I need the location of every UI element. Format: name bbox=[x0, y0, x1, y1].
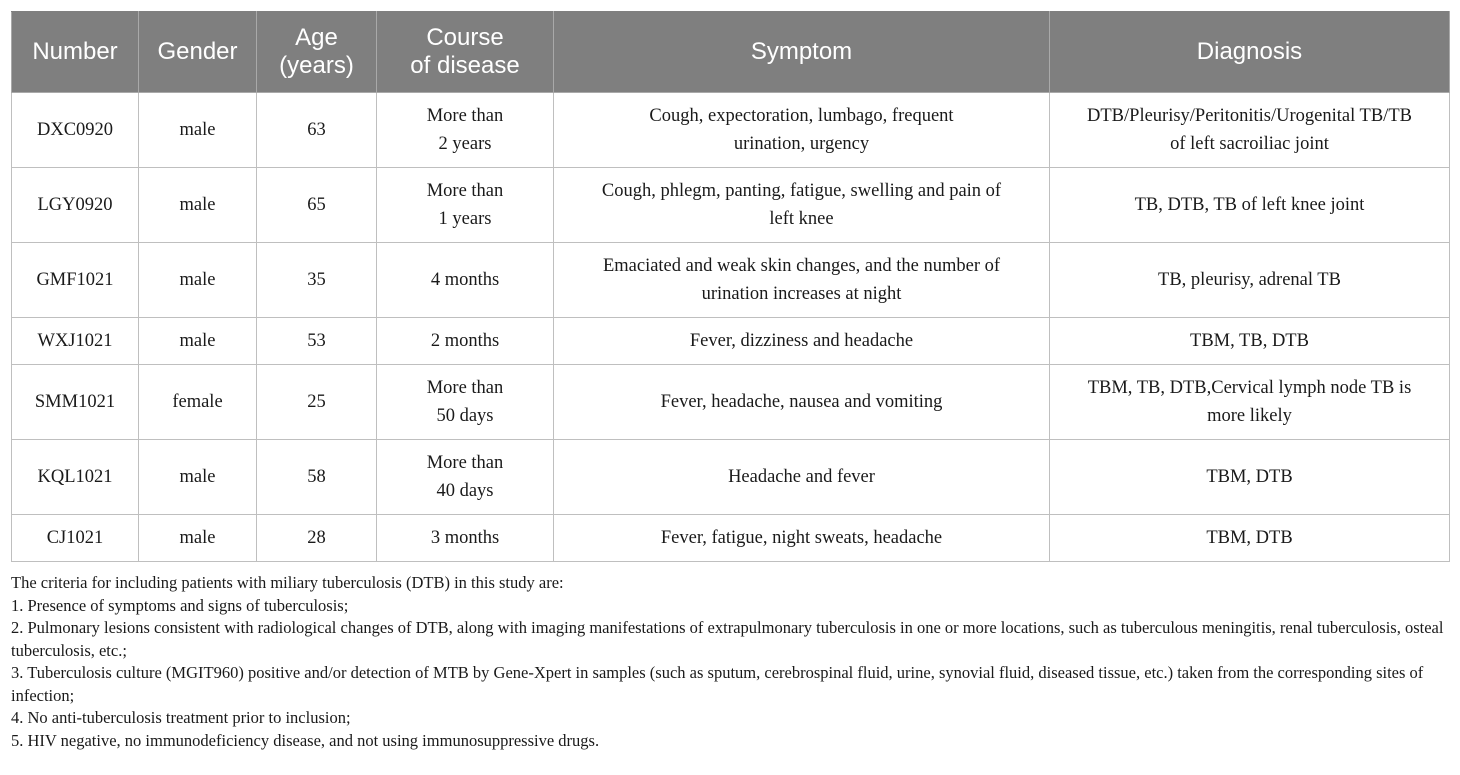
table-row bbox=[12, 93, 1450, 168]
patient-table bbox=[11, 11, 1450, 562]
diagnosis-cell-line: TBM, TB, DTB,Cervical lymph node TB is bbox=[1087, 378, 1412, 398]
table-header bbox=[12, 12, 1450, 93]
course-cell-line: 3 months bbox=[430, 528, 500, 548]
symptom-cell-line: Headache and fever bbox=[728, 467, 875, 487]
diagnosis-cell-line: DTB/Pleurisy/Peritonitis/Urogenital TB/TB bbox=[1087, 106, 1412, 126]
course-cell bbox=[377, 515, 554, 562]
symptom-cell bbox=[554, 243, 1050, 318]
header-age-line-1: Age bbox=[295, 24, 338, 51]
gender-cell: male bbox=[139, 243, 257, 318]
age-cell: 25 bbox=[257, 365, 377, 440]
diagnosis-cell-line: TBM, DTB bbox=[1206, 467, 1293, 487]
header-number bbox=[12, 12, 139, 93]
table-row bbox=[12, 243, 1450, 318]
symptom-cell-line: Fever, headache, nausea and vomiting bbox=[660, 392, 943, 412]
gender-cell: male bbox=[139, 168, 257, 243]
gender-cell: female bbox=[139, 365, 257, 440]
symptom-cell-line: Cough, expectoration, lumbago, frequent bbox=[649, 106, 954, 126]
header-course-line-1: Course bbox=[426, 24, 504, 51]
footnote-criterion: 5. HIV negative, no immunodeficiency disease, and not using immunosuppressive drugs. bbox=[11, 730, 600, 750]
table-row bbox=[12, 365, 1450, 440]
course-cell-line: More than bbox=[426, 378, 504, 398]
header-gender-line: Gender bbox=[157, 38, 238, 65]
age-cell: 63 bbox=[257, 93, 377, 168]
symptom-cell-line: Cough, phlegm, panting, fatigue, swelling and pain of bbox=[601, 181, 1002, 201]
diagnosis-cell-line: TBM, TB, DTB bbox=[1190, 331, 1309, 351]
course-cell-line: 1 years bbox=[438, 209, 492, 229]
course-cell-line: More than bbox=[426, 453, 504, 473]
header-number-line: Number bbox=[32, 38, 118, 65]
symptom-cell-line: urination, urgency bbox=[733, 134, 870, 154]
age-cell: 53 bbox=[257, 318, 377, 365]
header-course-line-2: of disease bbox=[410, 52, 520, 79]
header-symptom bbox=[554, 12, 1050, 93]
age-cell: 58 bbox=[257, 440, 377, 515]
course-cell-line: 2 months bbox=[430, 331, 500, 351]
number-cell: LGY0920 bbox=[12, 168, 139, 243]
table-row bbox=[12, 440, 1450, 515]
course-cell bbox=[377, 93, 554, 168]
diagnosis-cell bbox=[1050, 365, 1450, 440]
age-cell: 65 bbox=[257, 168, 377, 243]
diagnosis-cell bbox=[1050, 515, 1450, 562]
symptom-cell bbox=[554, 365, 1050, 440]
header-age bbox=[257, 12, 377, 93]
symptom-cell-line: Fever, fatigue, night sweats, headache bbox=[660, 528, 943, 548]
header-row bbox=[12, 12, 1450, 93]
diagnosis-cell bbox=[1050, 318, 1450, 365]
course-cell bbox=[377, 168, 554, 243]
number-cell: WXJ1021 bbox=[12, 318, 139, 365]
diagnosis-cell-line: more likely bbox=[1207, 406, 1292, 426]
number-cell: KQL1021 bbox=[12, 440, 139, 515]
header-age-line-2: (years) bbox=[279, 52, 354, 79]
course-cell bbox=[377, 440, 554, 515]
course-cell bbox=[377, 365, 554, 440]
diagnosis-cell bbox=[1050, 243, 1450, 318]
number-cell: SMM1021 bbox=[12, 365, 139, 440]
course-cell-line: More than bbox=[426, 106, 504, 126]
footnote-criterion: 2. Pulmonary lesions consistent with radiological changes of DTB, along with imaging manifestations of extrapulmonary tuberculosis in one or more locations, such as tuberculous meningitis, renal tuberculosis, osteal tuberculosis, etc.; bbox=[11, 618, 1444, 660]
footnote-criterion: 3. Tuberculosis culture (MGIT960) positive and/or detection of MTB by Gene-Xpert in samples (such as sputum, cerebrospinal fluid, urine, synovial fluid, diseased tissue, etc.) taken from the corresponding sites of infection; bbox=[11, 663, 1424, 705]
header-gender bbox=[139, 12, 257, 93]
table-footnotes bbox=[11, 572, 1451, 752]
course-cell-line: 50 days bbox=[436, 406, 494, 426]
gender-cell: male bbox=[139, 318, 257, 365]
diagnosis-cell bbox=[1050, 93, 1450, 168]
course-cell-line: 2 years bbox=[438, 134, 492, 154]
header-symptom-line: Symptom bbox=[750, 38, 853, 65]
header-course bbox=[377, 12, 554, 93]
diagnosis-cell-line: TBM, DTB bbox=[1206, 528, 1293, 548]
footnote-criterion: 1. Presence of symptoms and signs of tuberculosis; bbox=[11, 595, 349, 615]
footnote-criterion: 4. No anti-tuberculosis treatment prior to inclusion; bbox=[11, 708, 351, 727]
table-row bbox=[12, 318, 1450, 365]
symptom-cell-line: Emaciated and weak skin changes, and the number of bbox=[602, 256, 1001, 276]
header-diagnosis bbox=[1050, 12, 1450, 93]
symptom-cell bbox=[554, 93, 1050, 168]
table-body bbox=[12, 93, 1450, 562]
course-cell-line: More than bbox=[426, 181, 504, 201]
age-cell: 28 bbox=[257, 515, 377, 562]
symptom-cell bbox=[554, 168, 1050, 243]
course-cell-line: 40 days bbox=[436, 481, 494, 501]
number-cell: DXC0920 bbox=[12, 93, 139, 168]
course-cell-line: 4 months bbox=[430, 270, 500, 290]
symptom-cell bbox=[554, 318, 1050, 365]
course-cell bbox=[377, 243, 554, 318]
number-cell: CJ1021 bbox=[12, 515, 139, 562]
symptom-cell-line: Fever, dizziness and headache bbox=[689, 331, 914, 351]
symptom-cell-line: left knee bbox=[769, 209, 834, 229]
footnote-intro: The criteria for including patients with miliary tuberculosis (DTB) in this study are: bbox=[11, 573, 564, 592]
table-row bbox=[12, 515, 1450, 562]
diagnosis-cell bbox=[1050, 168, 1450, 243]
number-cell: GMF1021 bbox=[12, 243, 139, 318]
symptom-cell-line: urination increases at night bbox=[701, 284, 902, 304]
diagnosis-cell bbox=[1050, 440, 1450, 515]
age-cell: 35 bbox=[257, 243, 377, 318]
diagnosis-cell-line: TB, pleurisy, adrenal TB bbox=[1158, 270, 1341, 290]
course-cell bbox=[377, 318, 554, 365]
patient-table-container bbox=[11, 11, 1449, 562]
gender-cell: male bbox=[139, 93, 257, 168]
diagnosis-cell-line: TB, DTB, TB of left knee joint bbox=[1134, 195, 1365, 215]
gender-cell: male bbox=[139, 515, 257, 562]
gender-cell: male bbox=[139, 440, 257, 515]
table-row bbox=[12, 168, 1450, 243]
symptom-cell bbox=[554, 515, 1050, 562]
symptom-cell bbox=[554, 440, 1050, 515]
header-diagnosis-line: Diagnosis bbox=[1196, 38, 1303, 65]
diagnosis-cell-line: of left sacroiliac joint bbox=[1170, 134, 1329, 154]
